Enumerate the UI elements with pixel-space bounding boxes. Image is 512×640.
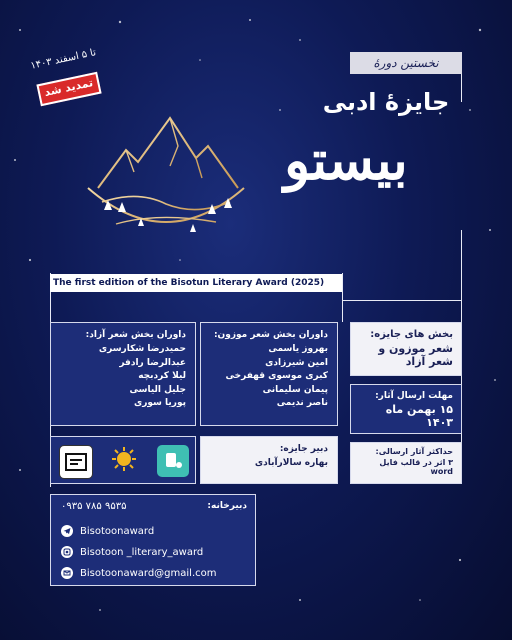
jury-metered-name: ناصر ندیمی <box>276 398 328 408</box>
jury-metered-name: بهروز یاسمی <box>268 344 328 354</box>
edition-label: نخستین دورهٔ <box>350 52 462 74</box>
deadline-text: ۱۵ بهمن ماه ۱۴۰۳ <box>385 403 453 429</box>
jury-metered-name: کبری موسوی قهفرخی <box>225 371 328 381</box>
instagram-handle: Bisotoon _literary_award <box>80 546 204 558</box>
telegram-icon <box>61 525 73 537</box>
contact-panel <box>50 494 256 586</box>
jury-free-name: عبدالرضا رادفر <box>119 357 186 368</box>
email-icon <box>61 567 73 579</box>
jury-free-verse-panel <box>50 322 196 426</box>
secretary-heading: دبیر جایزه: <box>279 444 328 454</box>
publisher-logo-3-icon <box>157 445 189 477</box>
jury-metered-name: امین شیرزادی <box>265 357 328 368</box>
english-banner: The first edition of the Bisotun Literary Award (2025) <box>50 274 342 292</box>
secretary-name: بهاره سالارآبادی <box>254 458 328 468</box>
jury-free-name: حمیدرضا شکارسری <box>98 344 186 354</box>
max-submission-heading: حداکثر آثار ارسالی: <box>375 447 453 456</box>
max-submission-text: ۳ اثر در قالب فایل word <box>379 458 453 476</box>
frame-line-hz <box>342 300 461 301</box>
jury-metered-name: پیمان سلیمانی <box>262 384 328 395</box>
deadline-heading: مهلت ارسال آثار: <box>375 391 453 401</box>
publisher-logo-1-icon <box>59 445 93 479</box>
email-address: Bisotoonaward@gmail.com <box>80 567 217 579</box>
jury-free-heading: داوران بخش شعر آزاد: <box>85 330 186 340</box>
sponsor-logos-panel <box>50 436 196 484</box>
jury-metered-heading: داوران بخش شعر موزون: <box>213 330 328 340</box>
jury-free-name: پوریا سوری <box>133 398 186 408</box>
jury-free-name: لیلا کردبچه <box>138 371 186 381</box>
page-title: جایزهٔ ادبی <box>322 88 450 116</box>
contact-email[interactable] <box>61 567 217 579</box>
contact-instagram[interactable] <box>61 546 203 558</box>
phone-number: ۰۹۳۵ ۷۸۵ ۹۵۳۵ <box>61 501 127 512</box>
sections-heading: بخش های جایزه: <box>370 329 453 340</box>
secretary-panel <box>200 436 338 484</box>
jury-free-name: جلیل الیاسی <box>129 384 186 395</box>
deadline-panel <box>350 384 462 434</box>
max-submission-panel <box>350 442 462 484</box>
award-sections-panel <box>350 322 462 376</box>
frame-line-mid <box>342 273 343 322</box>
contact-phone[interactable] <box>61 501 126 512</box>
telegram-handle: Bisotoonaward <box>80 525 155 537</box>
contact-telegram[interactable] <box>61 525 154 537</box>
extended-badge-label: تمدید شد <box>43 76 95 100</box>
sections-text: شعر موزون و شعر آزاد <box>378 342 453 368</box>
jury-metered-panel <box>200 322 338 426</box>
date-note: تا ۵ اسفند ۱۴۰۳ <box>29 47 98 72</box>
sun-logo-icon <box>108 445 140 477</box>
contact-heading: دبیرخانه: <box>207 501 247 511</box>
brand-wordmark: بیستو <box>284 128 408 192</box>
instagram-icon <box>61 546 73 558</box>
